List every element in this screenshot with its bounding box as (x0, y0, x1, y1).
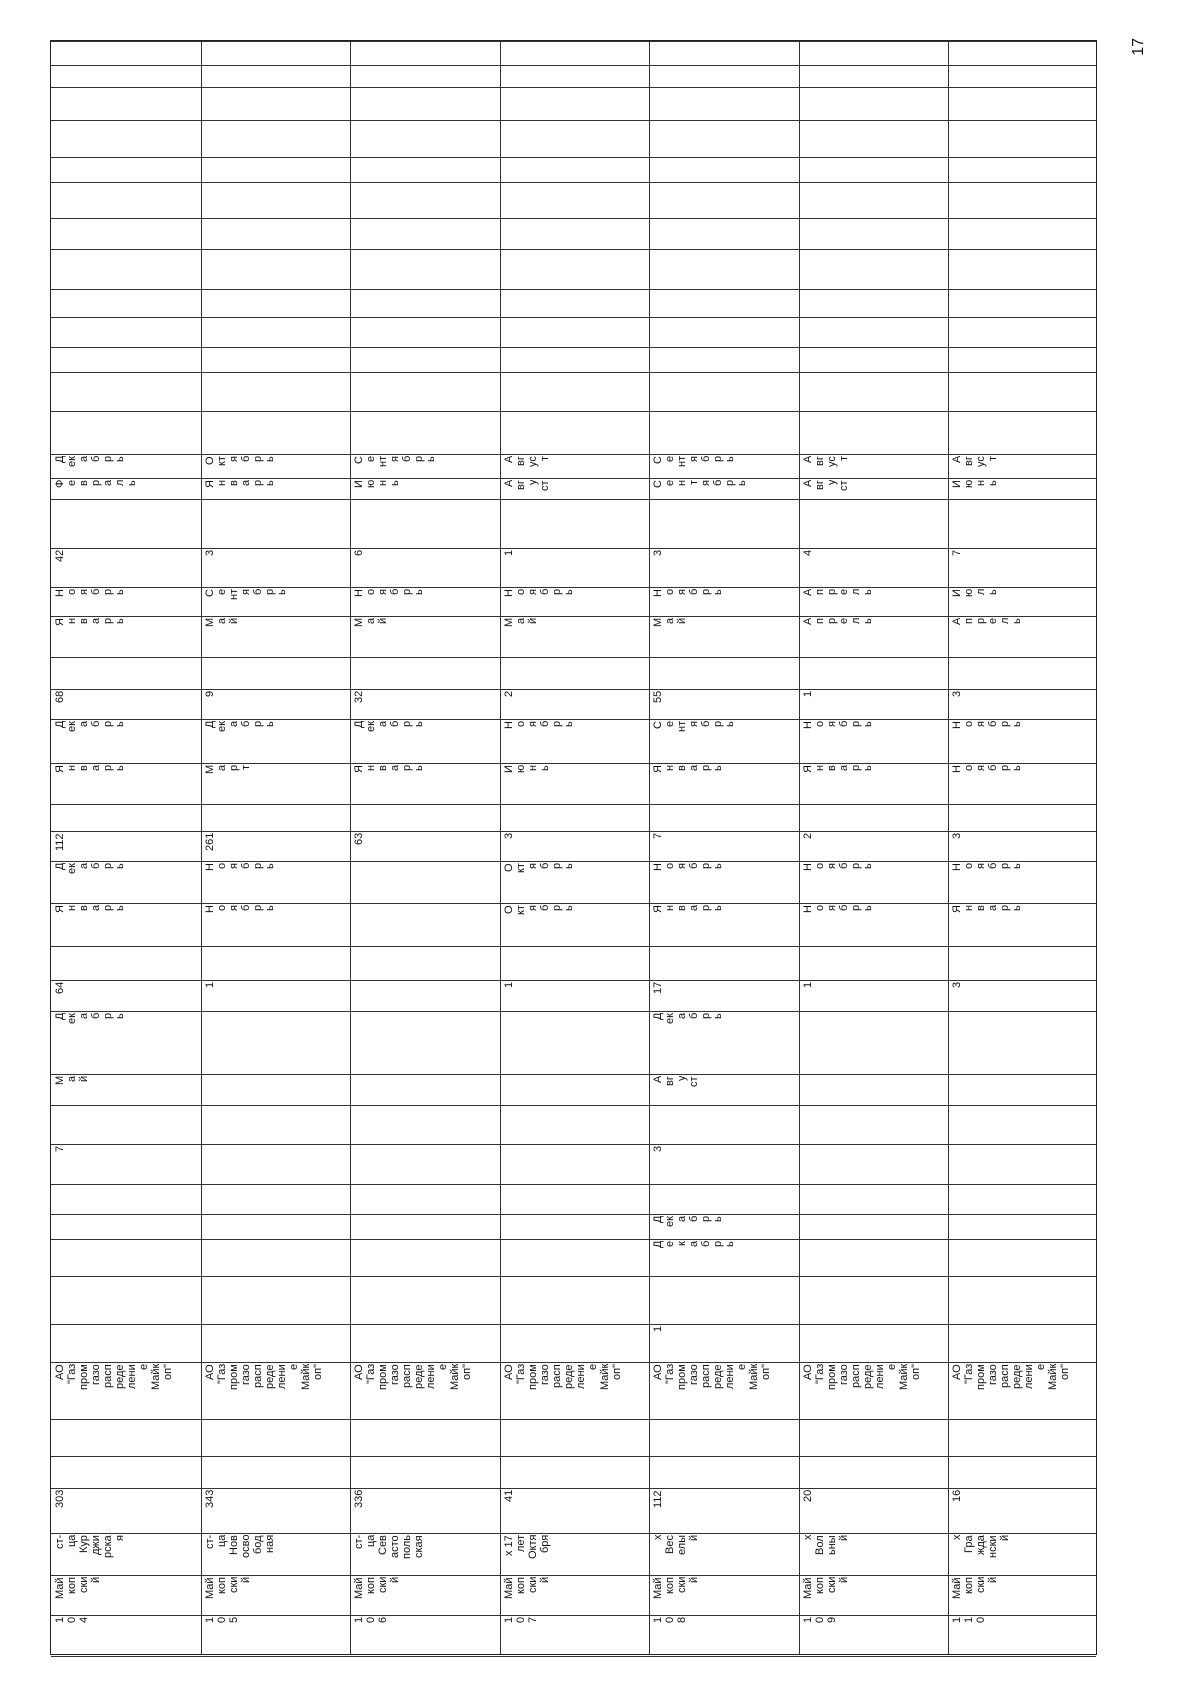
cell-district: Май коп ски й (802, 1577, 850, 1599)
table-row-divider (51, 1533, 1096, 1534)
cell-num: 1 0 6 (353, 1617, 389, 1624)
cell-g9: Н о я б р ь (951, 863, 1023, 871)
cell-g3 (54, 1216, 198, 1237)
cell-district: Май коп ски й (54, 1577, 102, 1599)
page-number: 17 (1130, 38, 1147, 56)
cell-g11: Я н в а р ь (652, 765, 724, 773)
cell-g2 (54, 1241, 198, 1274)
cell-count: 343 (204, 1490, 216, 1509)
table-row-divider (51, 616, 1096, 617)
cell-g8: О кт я б р ь (503, 905, 575, 915)
table-row-divider (51, 1575, 1096, 1576)
cell-g3 (503, 1216, 647, 1237)
cell-g18: С е нт я б р ь (652, 456, 736, 468)
cell-g4: 3 (652, 1146, 664, 1153)
cell-count: 20 (802, 1490, 814, 1503)
cell-g12: Н о я б р ь (503, 721, 575, 729)
cell-g16: 1 (503, 550, 515, 557)
cell-g18: С е нт я б р ь (353, 456, 437, 468)
cell-num: 1 1 0 (951, 1617, 987, 1624)
cell-g15: Н о я б р ь (54, 589, 126, 597)
cell-g8: Я н в а р ь (951, 905, 1023, 913)
table-row-divider (51, 831, 1096, 832)
cell-g18: Д ек а б р ь (54, 456, 126, 467)
cell-g13: 55 (652, 691, 664, 704)
cell-g14: М а й (503, 618, 539, 628)
table-column-divider (799, 41, 800, 1654)
cell-g13: 3 (951, 691, 963, 698)
cell-org: АО "Газ пром газо расп реде лени е Майк оп" (503, 1364, 623, 1391)
cell-g16: 42 (54, 550, 66, 563)
cell-g15: С е нт я б р ь (204, 589, 288, 601)
cell-g16: 3 (204, 550, 216, 557)
cell-g5: М а й (54, 1076, 90, 1086)
table-row-divider (51, 65, 1096, 66)
cell-g14: А п р е л ь (802, 618, 874, 626)
cell-num: 1 0 4 (54, 1617, 90, 1624)
table-row-divider (51, 347, 1096, 348)
cell-g9: Н о я б р ь (204, 863, 276, 871)
cell-g3 (204, 1216, 348, 1237)
cell-g12: Д ек а б р ь (353, 721, 425, 732)
cell-g7: 1 (503, 982, 515, 989)
cell-org: АО "Газ пром газо расп реде лени е Майк оп" (802, 1364, 922, 1391)
cell-num: 1 0 7 (503, 1617, 539, 1624)
cell-g11: Я н в а р ь (353, 765, 425, 773)
table-column-divider (500, 41, 501, 1654)
cell-count: 112 (652, 1490, 664, 1508)
table-row-divider (51, 1324, 1096, 1325)
cell-g9: Н о я б р ь (802, 863, 874, 871)
cell-g8: Я н в а р ь (54, 905, 126, 913)
cell-g14: М а й (652, 618, 688, 628)
cell-g12: Н о я б р ь (802, 721, 874, 729)
cell-count: 41 (503, 1490, 515, 1503)
cell-g12: Д ек а б р ь (204, 721, 276, 732)
cell-g1 (204, 1326, 348, 1360)
cell-g3 (802, 1216, 946, 1237)
cell-g11: Я н в а р ь (54, 765, 126, 773)
cell-g1 (54, 1326, 198, 1360)
cell-g11: И ю н ь (503, 765, 551, 774)
cell-g9: О кт я б р ь (503, 863, 575, 873)
table-row-divider (51, 1615, 1096, 1616)
table-row-divider (51, 372, 1096, 373)
cell-district: Май коп ски й (204, 1577, 252, 1599)
cell-g2 (802, 1241, 946, 1274)
table-row-divider (51, 689, 1096, 690)
cell-org: АО "Газ пром газо расп реде лени е Майк оп" (652, 1364, 772, 1391)
cell-org: АО "Газ пром газо расп реде лени е Майк оп" (204, 1364, 324, 1391)
cell-g10: 112 (54, 833, 66, 851)
table-row-divider (51, 1239, 1096, 1240)
cell-g1: 1 (652, 1326, 664, 1333)
cell-g10: 63 (353, 833, 365, 846)
table-row-divider (51, 804, 1096, 805)
cell-count: 16 (951, 1490, 963, 1503)
cell-g6 (204, 1013, 348, 1072)
cell-g17: С е н т я б р ь (652, 480, 748, 488)
cell-settlement: ст- ца Сев асто поль ская (353, 1535, 425, 1559)
cell-g4: 7 (54, 1146, 66, 1153)
cell-g4 (802, 1146, 946, 1182)
cell-g9: Н о я б р ь (652, 863, 724, 871)
cell-g13: 2 (503, 691, 515, 698)
cell-district: Май коп ски й (503, 1577, 551, 1599)
table-row-divider (51, 120, 1096, 121)
cell-g1 (802, 1326, 946, 1360)
cell-g4 (503, 1146, 647, 1182)
cell-org: АО "Газ пром газо расп реде лени е Майк оп" (951, 1364, 1071, 1391)
table-row-divider (51, 454, 1096, 455)
cell-g1 (503, 1326, 647, 1360)
cell-num: 1 0 5 (204, 1617, 240, 1624)
cell-g8: Н о я б р ь (204, 905, 276, 913)
cell-g5: А вг у ст (652, 1076, 700, 1087)
table-row-divider (51, 587, 1096, 588)
table-row-divider (51, 763, 1096, 764)
cell-g16: 4 (802, 550, 814, 557)
table-row-divider (51, 157, 1096, 158)
table-column-divider (649, 41, 650, 1654)
table-column-divider (948, 41, 949, 1654)
cell-g6 (503, 1013, 647, 1072)
cell-g10: 3 (503, 833, 515, 840)
cell-g7: 1 (802, 982, 814, 989)
cell-g7: 17 (652, 982, 664, 995)
cell-g15: Н о я б р ь (503, 589, 575, 597)
cell-g11: М а р т (204, 765, 252, 775)
table-row-divider (51, 289, 1096, 290)
table-row-divider (51, 1276, 1096, 1277)
table-row-divider (51, 1144, 1096, 1145)
cell-district: Май коп ски й (652, 1577, 700, 1599)
cell-g13: 9 (204, 691, 216, 698)
table-row-divider (51, 41, 1096, 42)
cell-g6 (353, 1013, 497, 1072)
cell-g1 (951, 1326, 1095, 1360)
table-row-divider (51, 1456, 1096, 1457)
table-row-divider (51, 1074, 1096, 1075)
cell-g15: А п р е л ь (802, 589, 874, 597)
table-row-divider (51, 980, 1096, 981)
rotated-data-table (50, 40, 1097, 1655)
cell-g6: Д ек а б р ь (652, 1013, 724, 1024)
cell-g2 (951, 1241, 1095, 1274)
cell-g15: И ю л ь (951, 589, 999, 598)
cell-g4 (951, 1146, 1095, 1182)
cell-district: Май коп ски й (951, 1577, 999, 1599)
cell-g14: М а й (204, 618, 240, 628)
cell-g6 (802, 1013, 946, 1072)
cell-settlement: х Вол ьны й (802, 1535, 850, 1555)
table-row-divider (51, 1184, 1096, 1185)
cell-g17: Я н в а р ь (204, 480, 276, 488)
table-row-divider (51, 719, 1096, 720)
cell-g17: И ю н ь (951, 480, 999, 489)
cell-g7 (353, 982, 497, 1009)
cell-g9: Д ек а б р ь (54, 863, 126, 874)
cell-g16: 3 (652, 550, 664, 557)
table-row-divider (51, 182, 1096, 183)
table-row-divider (51, 1362, 1096, 1363)
cell-g16: 6 (353, 550, 365, 557)
cell-g6: Д ек а б р ь (54, 1013, 126, 1024)
table-row-divider (51, 1105, 1096, 1106)
cell-g2: Д е к а б р ь (652, 1241, 736, 1249)
cell-g8: Я н в а р ь (652, 905, 724, 913)
cell-g7: 64 (54, 982, 66, 995)
cell-count: 336 (353, 1490, 365, 1509)
cell-g8: Н о я б р ь (802, 905, 874, 913)
cell-g10: 2 (802, 833, 814, 840)
table-row-divider (51, 657, 1096, 658)
cell-g2 (204, 1241, 348, 1274)
table-row-divider (51, 317, 1096, 318)
cell-g17: А вг у ст (503, 480, 551, 491)
cell-g3 (951, 1216, 1095, 1237)
table-row-divider (51, 1214, 1096, 1215)
table-row-divider (51, 1656, 1096, 1657)
table-row-divider (51, 218, 1096, 219)
cell-num: 1 0 8 (652, 1617, 688, 1624)
cell-g6 (951, 1013, 1095, 1072)
cell-g13: 1 (802, 691, 814, 698)
cell-g10: 261 (204, 833, 216, 852)
cell-g4 (204, 1146, 348, 1182)
table-row-divider (51, 1488, 1096, 1489)
cell-settlement: ст- ца Кур джи pcка я (54, 1535, 126, 1558)
cell-settlement: х Вес елы й (652, 1535, 700, 1556)
cell-g8 (353, 905, 497, 944)
table-row-divider (51, 1011, 1096, 1012)
cell-g12: Н о я б р ь (951, 721, 1023, 729)
cell-g5 (951, 1076, 1095, 1103)
cell-g2 (503, 1241, 647, 1274)
cell-g14: А п р е л ь (951, 618, 1023, 626)
cell-g18: О кт я б р ь (204, 456, 276, 466)
table-row-divider (51, 411, 1096, 412)
cell-g12: Д ек а б р ь (54, 721, 126, 732)
cell-g11: Я н в а р ь (802, 765, 874, 773)
cell-g13: 32 (353, 691, 365, 704)
cell-org: АО "Газ пром газо расп реде лени е Майк оп" (54, 1364, 174, 1391)
cell-settlement: х Гра жда нски й (951, 1535, 1011, 1558)
cell-g5 (353, 1076, 497, 1103)
cell-g10: 7 (652, 833, 664, 840)
cell-g9 (353, 863, 497, 901)
cell-g3: Д ек а б р ь (652, 1216, 724, 1227)
cell-g5 (503, 1076, 647, 1103)
cell-g17: И ю н ь (353, 480, 401, 489)
cell-g3 (353, 1216, 497, 1237)
cell-settlement: ст- ца Нов осво бод ная (204, 1535, 276, 1559)
cell-g4 (353, 1146, 497, 1182)
cell-g7: 1 (204, 982, 216, 989)
cell-g14: Я н в а р ь (54, 618, 126, 626)
cell-g13: 68 (54, 691, 66, 704)
table-row-divider (51, 548, 1096, 549)
cell-g14: М а й (353, 618, 389, 628)
cell-g1 (353, 1326, 497, 1360)
cell-g15: Н о я б р ь (353, 589, 425, 597)
cell-count: 303 (54, 1490, 66, 1509)
cell-g10: 3 (951, 833, 963, 840)
cell-g12: С е нт я б р ь (652, 721, 736, 733)
cell-g18: А вг ус т (503, 456, 551, 467)
table-row-divider (51, 478, 1096, 479)
table-row-divider (51, 903, 1096, 904)
table-column-divider (350, 41, 351, 1654)
cell-g18: А вг ус т (951, 456, 999, 467)
cell-g2 (353, 1241, 497, 1274)
cell-g18: А вг ус т (802, 456, 850, 467)
cell-g17: А вг у ст (802, 480, 850, 491)
cell-g17: Ф е в р а л ь (54, 480, 138, 489)
cell-num: 1 0 9 (802, 1617, 838, 1624)
cell-g11: Н о я б р ь (951, 765, 1023, 773)
cell-settlement: х 17 лет Октя бря (503, 1535, 551, 1560)
table-row-divider (51, 87, 1096, 88)
table-row-divider (51, 861, 1096, 862)
table-row-divider (51, 499, 1096, 500)
cell-g16: 7 (951, 550, 963, 557)
cell-g15: Н о я б р ь (652, 589, 724, 597)
cell-org: АО "Газ пром газо расп реде лени е Майк оп" (353, 1364, 473, 1391)
table-row-divider (51, 249, 1096, 250)
cell-g7: 3 (951, 982, 963, 989)
table-column-divider (201, 41, 202, 1654)
cell-g5 (802, 1076, 946, 1103)
cell-g5 (204, 1076, 348, 1103)
table-row-divider (51, 946, 1096, 947)
cell-district: Май коп ски й (353, 1577, 401, 1599)
